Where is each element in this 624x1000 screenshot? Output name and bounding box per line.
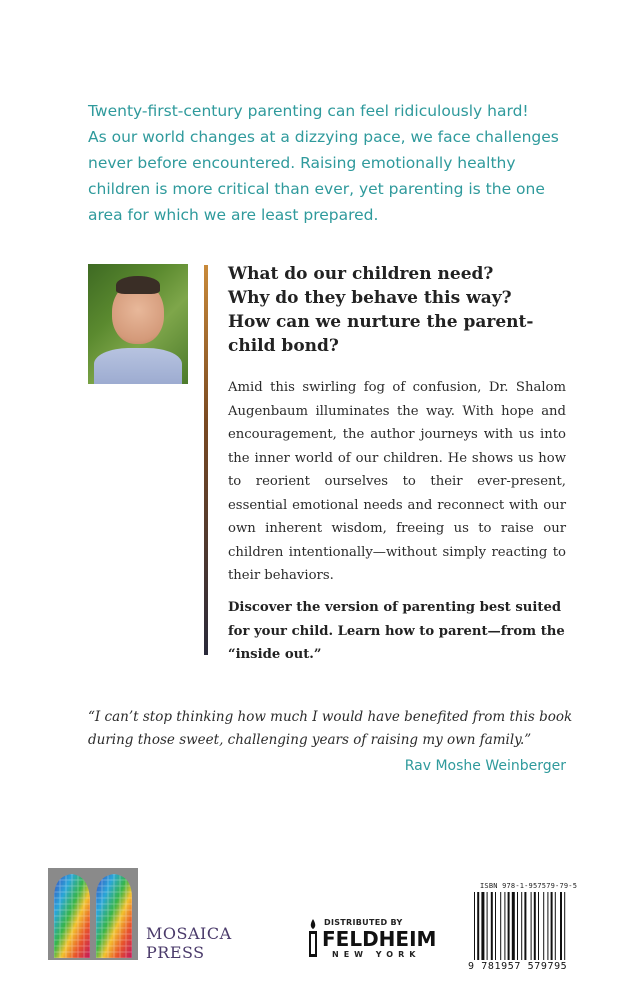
question-line: Why do they behave this way? [228, 288, 512, 308]
intro-line: Twenty-first-century parenting can feel ridiculously hard! [88, 102, 529, 120]
question-line: What do our children need? [228, 264, 494, 284]
barcode [466, 882, 580, 976]
mosaica-logo-icon [48, 868, 138, 960]
author-photo [88, 264, 188, 384]
description-paragraph: Amid this swirling fog of confusion, Dr. Shalom Augenbaum illuminates the way. With hope and encouragement, the author journeys with us into the inner world of our children. He shows us how to reorient ourselves to their ever-present, essential emotional needs and reconnect with our own inherent wisdom, freeing us to raise our children intentionally—without simply reacting to their behaviors. [228, 380, 566, 583]
intro-line: area for which we are least prepared. [88, 206, 379, 224]
publisher-line: MOSAICA [146, 924, 232, 943]
endorsement-attribution: Rav Moshe Weinberger [404, 758, 566, 774]
intro-line: children is more critical than ever, yet parenting is the one [88, 180, 545, 198]
intro-line: never before encountered. Raising emotionally healthy [88, 154, 516, 172]
distributor-name: FELDHEIM [322, 927, 437, 951]
photo-hair [116, 276, 160, 294]
barcode-bars-icon [474, 892, 574, 960]
publisher-line: PRESS [146, 943, 205, 962]
questions-block [228, 262, 558, 358]
barcode-number: 9 781957 579795 [468, 961, 568, 972]
publisher-name [146, 924, 232, 962]
candle-icon [306, 918, 320, 958]
isbn-text: ISBN 978-1-957579-79-5 [480, 882, 578, 890]
vertical-accent-bar [204, 265, 208, 655]
question-line: child bond? [228, 336, 339, 356]
distributed-by-label: DISTRIBUTED BY [324, 918, 403, 927]
distributor-city: NEW YORK [332, 950, 421, 959]
intro-paragraph [88, 98, 568, 228]
question-line: How can we nurture the parent- [228, 312, 534, 332]
intro-line: As our world changes at a dizzying pace, we face challenges [88, 128, 559, 146]
distributor-logo [306, 916, 437, 960]
discover-paragraph: Discover the version of parenting best suited for your child. Learn how to parent—from the “inside out.” [228, 600, 565, 662]
endorsement-quote: “I can’t stop thinking how much I would have benefited from this book during those sweet, challenging years of raising my own family.” [88, 709, 573, 748]
photo-shirt [94, 348, 182, 384]
